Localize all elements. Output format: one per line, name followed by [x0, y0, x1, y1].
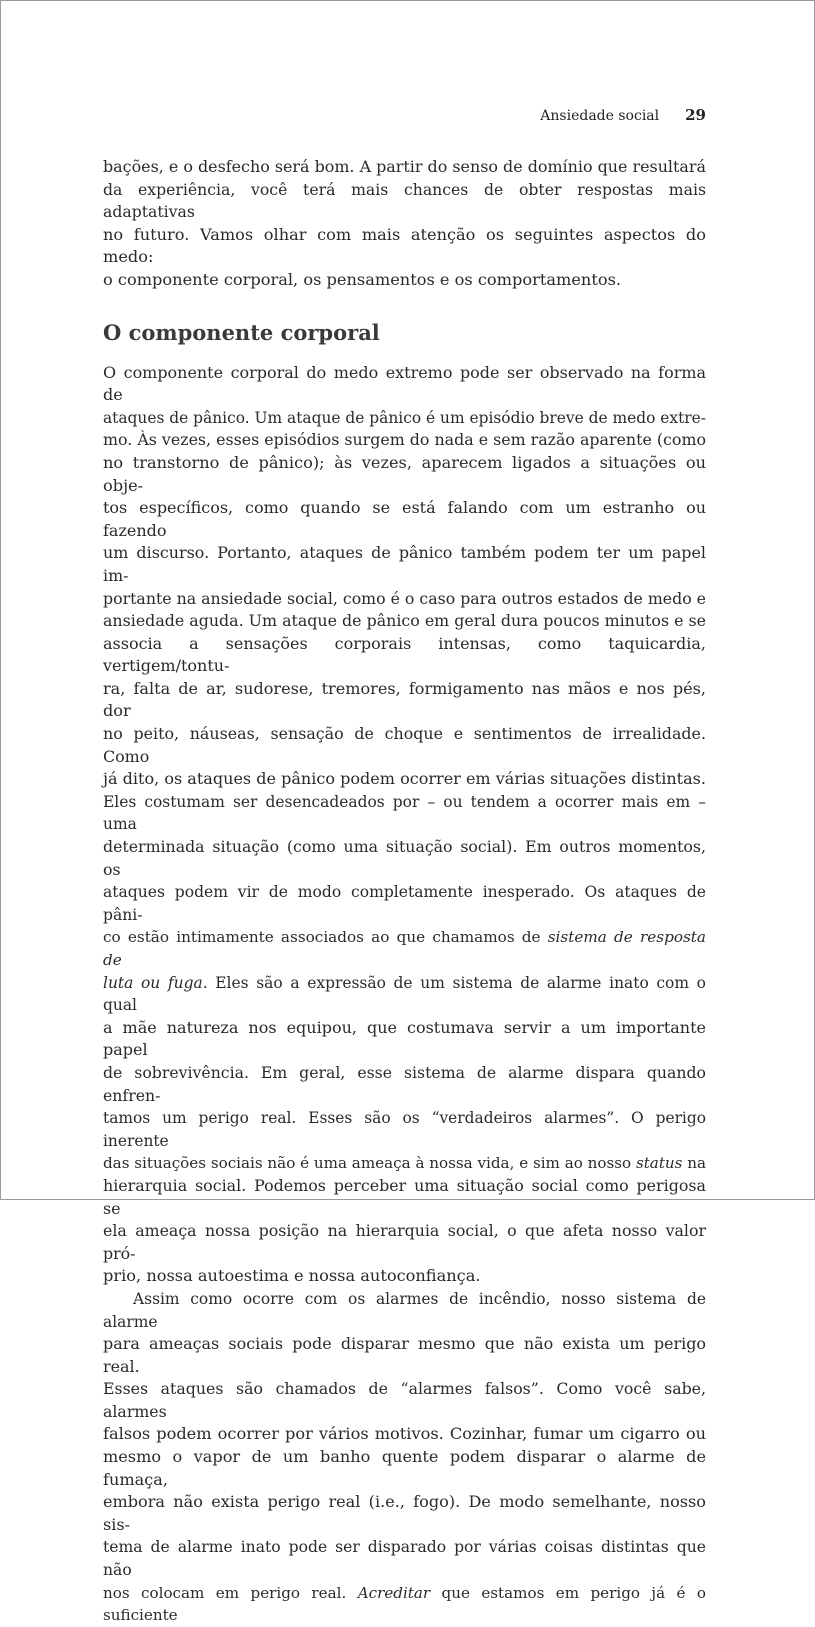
page-number: 29 — [685, 106, 706, 124]
italic-term: Acreditar — [357, 1583, 431, 1602]
text-line: ra, falta de ar, sudorese, tremores, formigamento nas mãos e nos pés, dor — [103, 678, 706, 721]
body-text — [103, 156, 706, 1627]
italic-term: status — [635, 1154, 683, 1173]
text-line — [103, 926, 706, 971]
text-line: falsos podem ocorrer por vários motivos. Cozinhar, fumar um cigarro ou — [103, 1424, 706, 1444]
paragraph-2 — [103, 1288, 706, 1627]
text-line: da experiência, você terá mais chances de obter respostas mais adaptativas — [103, 179, 706, 222]
text-run: co estão intimamente associados ao que chamamos de — [103, 928, 548, 947]
text-line: mesmo o vapor de um banho quente podem disparar o alarme de fumaça, — [103, 1447, 706, 1489]
text-line: o componente corporal, os pensamentos e os comportamentos. — [103, 269, 622, 289]
text-line — [103, 972, 706, 1017]
italic-term: luta ou fuga — [103, 973, 203, 992]
text-line — [103, 1582, 706, 1627]
text-run: que estamos em perigo já é o suficiente — [103, 1583, 707, 1625]
text-line: determinada situação (como uma situação social). Em outros momentos, os — [103, 837, 706, 879]
paragraph-1 — [103, 362, 706, 1288]
text-line: O componente corporal do medo extremo pode ser observado na forma de — [103, 362, 706, 405]
text-line: mo. Às vezes, esses episódios surgem do nada e sem razão aparente (como — [103, 430, 706, 450]
text-line: Esses ataques são chamados de “alarmes falsos”. Como você sabe, alarmes — [103, 1379, 706, 1421]
text-line: para ameaças sociais pode disparar mesmo que não exista um perigo real. — [103, 1334, 706, 1376]
intro-paragraph — [103, 156, 706, 292]
text-line: portante na ansiedade social, como é o caso para outros estados de medo e — [103, 588, 706, 608]
text-line: tamos um perigo real. Esses são os “verdadeiros alarmes”. O perigo inerente — [103, 1109, 706, 1150]
section-heading: O componente corporal — [103, 319, 380, 345]
text-run: das situações sociais não é uma ameaça à nossa vida, e sim ao nosso — [103, 1154, 636, 1173]
text-run: na — [682, 1154, 706, 1173]
text-line: a mãe natureza nos equipou, que costumava servir a um importante papel — [103, 1017, 706, 1060]
text-run: nos colocam em perigo real. — [103, 1583, 358, 1602]
text-line: ansiedade aguda. Um ataque de pânico em geral dura poucos minutos e se — [103, 611, 706, 631]
text-line: embora não exista perigo real (i.e., fogo). De modo semelhante, nosso sis- — [103, 1492, 706, 1534]
text-line: de sobrevivência. Em geral, esse sistema de alarme dispara quando enfren- — [103, 1062, 706, 1105]
text-line — [103, 1152, 706, 1175]
text-line: no transtorno de pânico); às vezes, aparecem ligados a situações ou obje- — [103, 452, 706, 495]
text-line: tos específicos, como quando se está falando com um estranho ou fazendo — [103, 498, 706, 540]
text-line: já dito, os ataques de pânico podem ocorrer em várias situações distintas. — [103, 769, 706, 789]
running-title: Ansiedade social — [540, 108, 660, 124]
text-line: associa a sensações corporais intensas, como taquicardia, vertigem/tontu- — [103, 633, 706, 676]
text-line: tema de alarme inato pode ser disparado por várias coisas distintas que não — [103, 1538, 706, 1580]
text-line: prio, nossa autoestima e nossa autoconfiança. — [103, 1266, 481, 1286]
text-line: ela ameaça nossa posição na hierarquia social, o que afeta nosso valor pró- — [103, 1221, 706, 1263]
text-line: hierarquia social. Podemos perceber uma situação social como perigosa se — [103, 1175, 706, 1218]
text-line: no futuro. Vamos olhar com mais atenção os seguintes aspectos do medo: — [103, 224, 706, 267]
italic-term: sistema de resposta de — [103, 928, 706, 969]
text-run: . Eles são a expressão de um sistema de alarme inato com o qual — [103, 973, 706, 1015]
text-line: Assim como ocorre com os alarmes de incêndio, nosso sistema de alarme — [103, 1289, 706, 1331]
running-head — [1, 105, 706, 124]
text-line: ataques de pânico. Um ataque de pânico é um episódio breve de medo extre- — [103, 408, 706, 427]
text-line: bações, e o desfecho será bom. A partir do senso de domínio que resultará — [103, 157, 706, 176]
text-line: Eles costumam ser desencadeados por – ou tendem a ocorrer mais em – uma — [103, 792, 706, 834]
text-line: no peito, náuseas, sensação de choque e sentimentos de irrealidade. Como — [103, 724, 706, 766]
text-line: ataques podem vir de modo completamente inesperado. Os ataques de pâni- — [103, 883, 706, 924]
text-line: um discurso. Portanto, ataques de pânico também podem ter um papel im- — [103, 543, 706, 585]
